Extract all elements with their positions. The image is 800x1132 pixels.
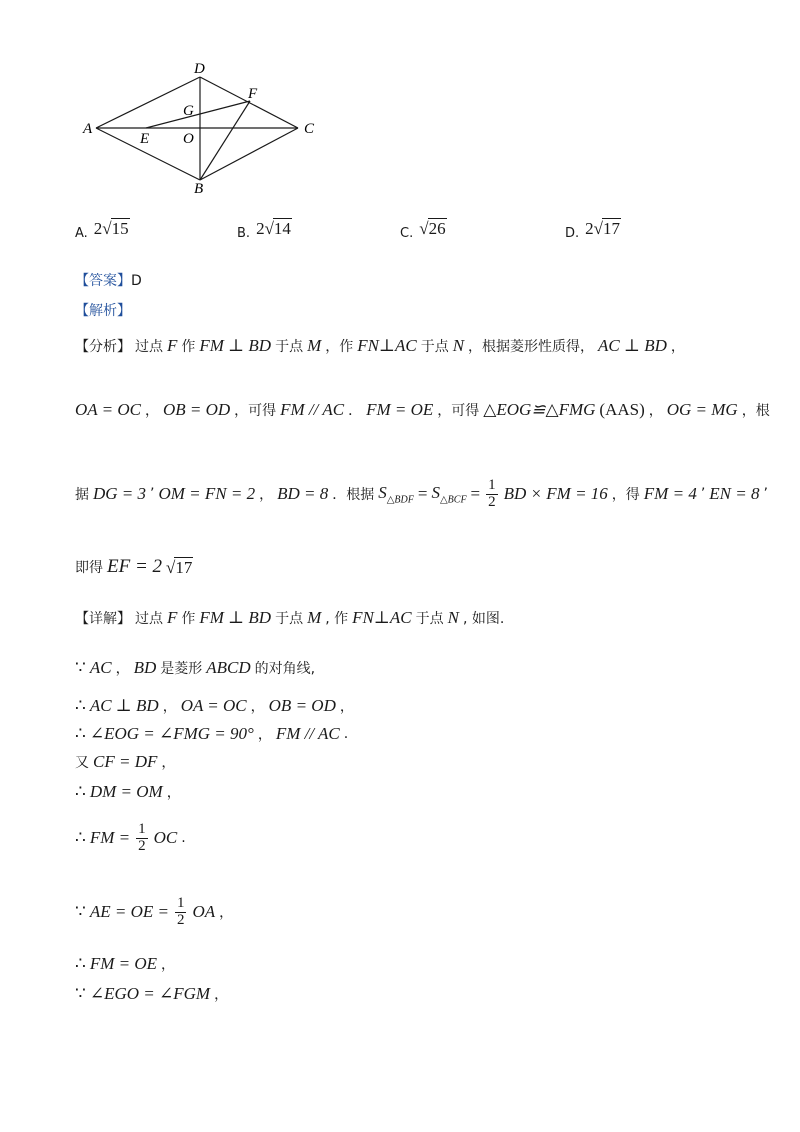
text: ． [348,403,363,419]
math: FM // AC [280,400,345,419]
math: = [470,484,481,504]
text: ， [214,987,229,1003]
radical: √ 17 [166,557,193,577]
math: (AAS) [599,400,645,419]
text: ， [648,403,663,419]
answer-value: D [131,273,142,289]
math: M [307,608,322,627]
math: OM = FN = 2 [158,484,256,504]
math: BD × FM = 16 [503,484,608,504]
xiangjie-line-7 [75,822,186,855]
math: OG = MG [666,400,738,419]
option-d-letter: D. [565,226,580,241]
label-f: F [248,86,258,102]
xiangjie-line-2 [75,658,315,678]
math: FM = OE [89,954,158,973]
text: ，可得 [437,403,480,419]
text: ，得 [611,487,640,504]
text: ．根据 [332,487,375,504]
symbol: ∵ [75,658,86,677]
text: ， [219,905,234,922]
math: ∠EGO = ∠FGM [89,984,211,1003]
math: BD = 8 [277,484,329,504]
label-g: G [183,103,194,119]
text: ，根据菱形性质得， [468,339,595,355]
option-b-value: 2 √ 14 [256,219,291,238]
option-d-value: 2 √ 17 [585,219,620,238]
symbol: ∴ [75,828,86,848]
math: FM = [89,828,131,848]
option-c[interactable] [400,218,447,239]
text: 又 [75,755,89,771]
math: EF = 2 [107,556,163,577]
math: FM ⊥ BD [199,336,272,355]
fenxi-line-1 [75,336,685,356]
math: AC [89,658,112,677]
label-a: A [83,121,93,137]
rhombus-figure [80,55,330,200]
text: 作 [181,339,196,355]
xiangjie-line-3 [75,696,354,716]
text: ， [250,699,265,715]
text: 的对角线, [254,661,316,677]
math: OC [153,828,178,848]
text: 即得 [75,560,103,576]
label-b: B [194,181,204,197]
fenxi-tag: 【分析】 [75,339,131,355]
text: ’ [763,486,768,503]
math: ABCD [206,658,251,677]
text: ， [257,727,272,743]
math: FM ⊥ BD [199,608,272,627]
text: 是菱形 [160,661,203,677]
text: 据 [75,487,89,504]
math: EN = 8 [709,484,760,504]
text: ， [115,661,130,677]
xiangjie-line-1 [75,608,504,628]
math: CF = DF [93,752,158,771]
text: ， [144,403,159,419]
option-a-value: 2 √ 15 [93,219,129,238]
text: ， [161,755,176,771]
text: ，作 [325,339,354,355]
option-a[interactable] [75,218,130,239]
math: $S_{\triangle BDF}$ [378,483,414,506]
math: AC ⊥ BD [89,696,159,715]
analysis-tag: 【解析】 [75,303,131,319]
segment-bf [200,101,250,180]
text: . [181,830,186,847]
text: 于点 [275,611,304,627]
text: 作 [181,611,196,627]
math: N [447,608,459,627]
text: 过点 [135,339,163,355]
label-o: O [183,131,194,147]
math: OB = OD [268,696,336,715]
text: ’ [700,486,706,503]
math: OB = OD [162,400,231,419]
symbol: ∴ [75,696,86,715]
fenxi-line-4 [75,556,193,578]
text: , 作 [325,611,349,627]
symbol: ∴ [75,782,86,801]
option-c-letter: C. [400,226,414,241]
text: ， [339,699,354,715]
math: M [307,336,322,355]
symbol: ∴ [75,954,86,973]
option-c-value: √ 26 [419,219,446,238]
symbol: ∵ [75,984,86,1003]
text: . [343,726,349,742]
text: 于点 [420,339,449,355]
math: FM = OE [366,400,434,419]
fraction: $\frac{1}{2}$ [138,821,146,854]
math: BD [133,658,157,677]
math: DG = 3 [93,484,147,504]
math: ∠EOG = ∠FMG = 90° [89,724,254,743]
math: DM = OM [89,782,163,801]
text: ，根 [741,403,770,419]
xiangjie-tag: 【详解】 [75,611,131,627]
answer-line [75,270,142,290]
xiangjie-line-8 [75,896,233,929]
label-d: D [194,61,205,77]
math: AE = OE = [89,902,169,922]
math: FN⊥AC [352,608,412,627]
text: 过点 [135,611,163,627]
math: AC ⊥ BD [598,336,667,355]
option-b[interactable] [237,218,292,239]
symbol: ∴ [75,724,86,743]
label-e: E [140,131,150,147]
math: = [417,484,428,504]
math: F [167,608,178,627]
math: FN⊥AC [357,336,417,355]
math: FM = 4 [643,484,697,504]
text: ， [162,699,177,715]
xiangjie-line-5 [75,752,175,772]
math: OA [192,902,216,922]
fraction: $\frac{1}{2}$ [176,895,185,928]
segment-cb [200,128,298,180]
fraction: $\frac{1}{2}$ [488,477,496,510]
option-a-letter: A. [75,226,88,241]
xiangjie-line-6 [75,782,181,802]
math: $S_{\triangle BCF}$ [431,483,467,506]
text: ’ [150,486,155,503]
text: ， [161,957,176,973]
text: , 如图. [462,611,505,627]
xiangjie-line-4 [75,724,348,744]
option-d[interactable] [565,218,621,239]
xiangjie-line-10 [75,984,228,1004]
label-c: C [304,121,315,137]
fenxi-line-2 [75,400,770,420]
text: ， [670,339,685,355]
math: FM // AC [275,724,340,743]
option-b-letter: B. [237,226,251,241]
text: ， [166,785,181,801]
xiangjie-line-9 [75,954,175,974]
math: N [452,336,465,355]
math: OA = OC [180,696,247,715]
text: 于点 [275,339,304,355]
math: F [167,336,178,355]
text: ， [259,487,274,504]
symbol: ∵ [75,902,86,922]
text: ，可得 [234,403,277,419]
segment-ef [146,101,250,128]
answer-tag: 【答案】 [75,273,131,289]
fenxi-line-3 [75,478,768,511]
text: 于点 [415,611,444,627]
math: △EOG≌△FMG [483,400,596,419]
math: OA = OC [75,400,141,419]
